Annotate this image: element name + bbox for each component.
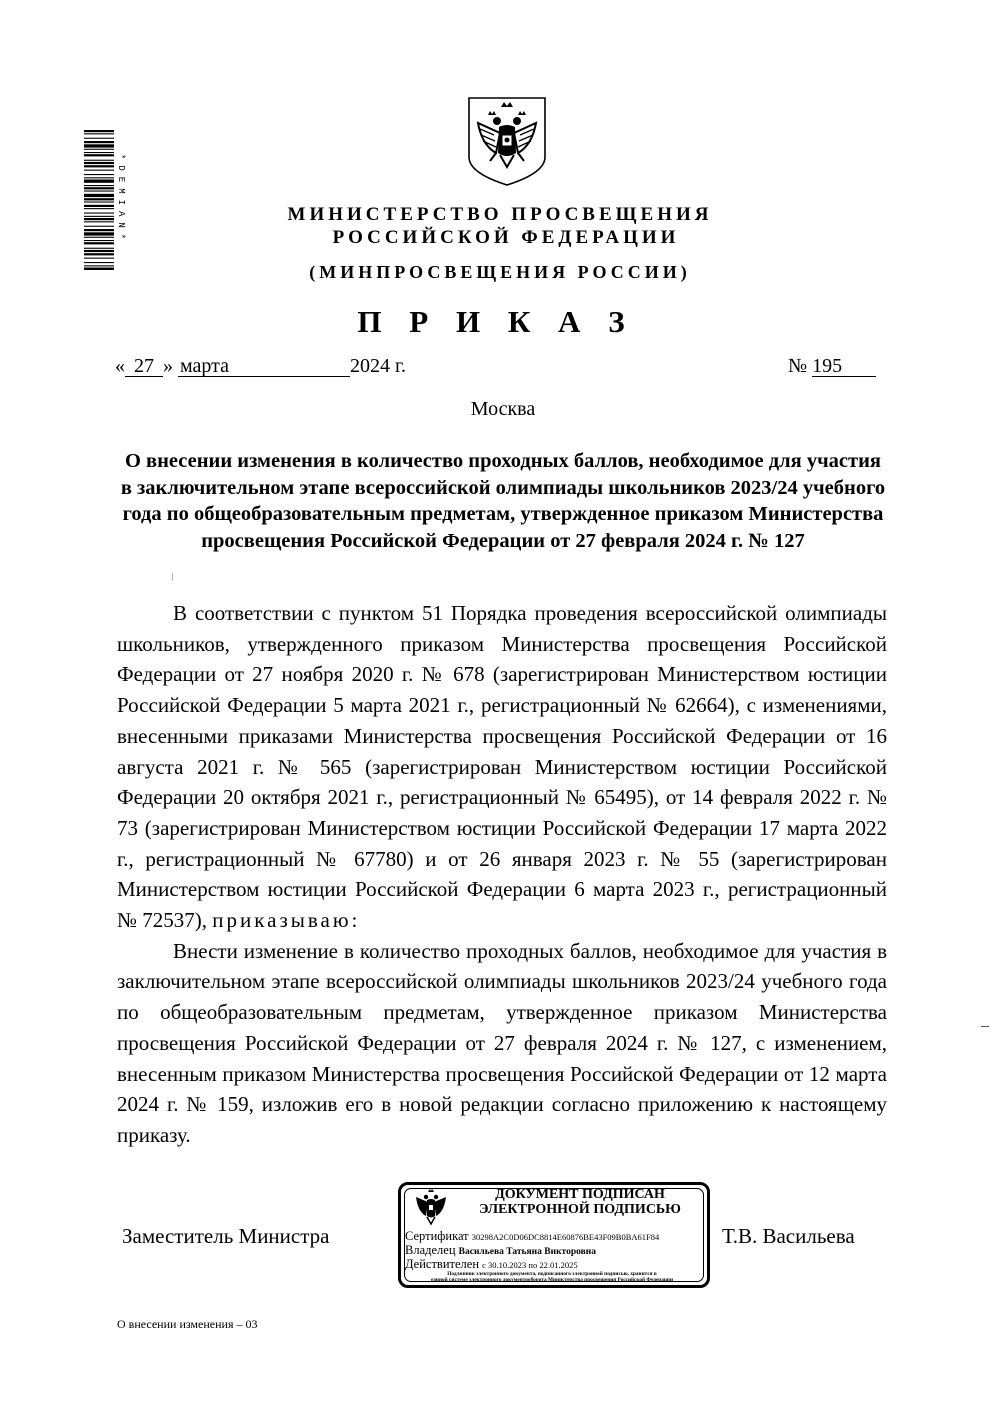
body-paragraph-2: Внести изменение в количество проходных баллов, необходимое для участия в заключительном этапе всероссийской олимпиады школьников 2023/24 учебного года по общеобразовательным предметам, утвержденное приказом Министерства просвещения Российской Федерации от 27 февраля 2024 г. № 127, с изменением, внесенным приказом Министерства просвещения Российской Федерации от 12 марта 2024 г. № 159, изложив его в новой редакции согласно приложению к настоящему приказу. [117,938,887,1147]
stamp-note-line2: единой системе электронного документооборота Министерства просвещения Российской Федерации [430,1277,674,1283]
stamp-note-line1: Подлинник электронного документа, подписанного электронной подписью, хранится в [447,1271,657,1277]
stamp-cert-value: 30298A2C0D06DC8814E60876BE43F09B0BA61F84 [471,1232,660,1242]
stamp-title-line1: ДОКУМЕНТ ПОДПИСАН [495,1187,665,1202]
order-body [117,598,887,1151]
ministry-short-name: (МИНПРОСВЕЩЕНИЯ РОССИИ) [309,262,691,282]
order-word: приказываю: [212,908,361,933]
stamp-owner [405,1243,596,1258]
body-paragraph-1-text: В соответствии с пунктом 51 Порядка проведения всероссийской олимпиады школьников, утвержденного приказом Министерства просвещения Российской Федерации от 27 ноября 2020 г. № 678 (зарегистрирован Министерством юстиции Российской Федерации 5 марта 2021 г., регистрационный № 62664), с изменениями, внесенными приказами Министерства просвещения Российской Федерации от 16 августа 2021 г. № 565 (зарегистрирован Министерством юстиции Российской Федерации 20 октября 2021 г., регистрационный № 65495), от 14 февраля 2022 г. № 73 (зарегистрирован Министерством юстиции Российской Федерации 17 марта 2022 г., регистрационный № 67780) и от 26 января 2023 г. № 55 (зарегистрирован Министерством юстиции Российской Федерации 6 марта 2023 г., регистрационный № 72537), [117,601,887,933]
order-number-value: 195 [812,356,876,377]
scan-mark [172,573,173,581]
order-subject: О внесении изменения в количество проходных баллов, необходимое для участия в заключительном этапе всероссийской олимпиады школьников 2023/24 учебного года по общеобразовательным предметам, утвержденное приказом Министерства просвещения Российской Федерации от 27 февраля 2024 г. № 127 [120,450,886,552]
stamp-valid-label: Действителен [405,1257,480,1271]
barcode-text: *DEMIAN* [116,154,126,246]
coat-of-arms-icon [466,95,548,187]
date-year-suffix: г. [395,355,406,377]
ministry-name-line1: МИНИСТЕРСТВО ПРОСВЕЩЕНИЯ [287,204,713,225]
barcode [84,130,126,270]
stamp-certificate [405,1229,659,1244]
stamp-valid-value: с 30.10.2023 по 22.01.2025 [482,1260,578,1270]
scan-mark [981,1026,989,1027]
date-close-quote: » [163,355,173,377]
date-day: 27 [125,356,163,377]
city: Москва [470,398,536,420]
date-open-quote: « [115,355,125,377]
body-paragraph-1 [117,598,887,936]
order-date [115,355,406,378]
ministry-name-line2: РОССИЙСКОЙ ФЕДЕРАЦИИ [332,227,680,248]
barcode-bars [84,130,114,270]
order-number-label: № [788,355,808,377]
stamp-title [457,1187,703,1217]
stamp-validity [405,1257,578,1272]
stamp-title-line2: ЭЛЕКТРОННОЙ ПОДПИСЬЮ [479,1202,681,1217]
stamp-owner-value: Васильева Татьяна Викторовна [458,1247,597,1257]
footer-file-note: О внесении изменения – 03 [117,1317,258,1331]
stamp-owner-label: Владелец [405,1243,456,1257]
order-number [788,355,876,378]
signatory-position: Заместитель Министра [122,1224,330,1248]
date-month: марта [178,356,350,377]
stamp-note [405,1271,699,1283]
stamp-coat-of-arms-icon [413,1188,449,1226]
electronic-signature-stamp [398,1182,710,1288]
signatory-name: Т.В. Васильева [722,1224,855,1248]
stamp-cert-label: Сертификат [405,1229,469,1243]
date-year: 2024 [350,355,390,377]
document-type-title: П Р И К А З [357,304,635,339]
